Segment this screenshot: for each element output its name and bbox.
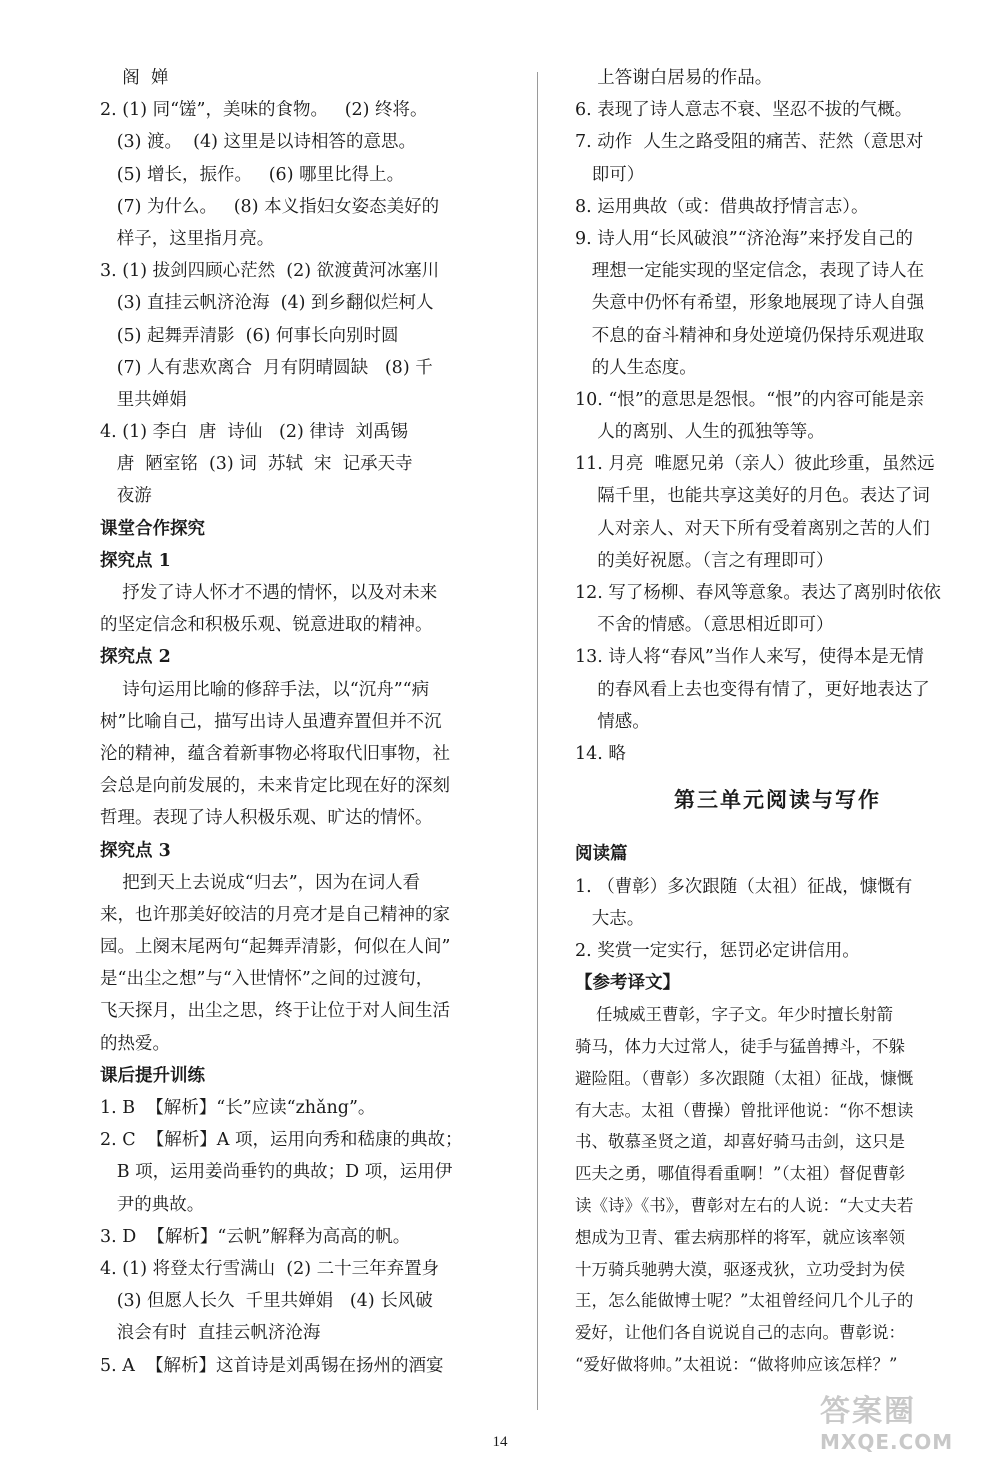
right-column-top	[575, 62, 980, 770]
text-line: 骑马，体力大过常人，徒手与猛兽搏斗，不躲	[575, 1037, 905, 1057]
text-line: (5) 增长，振作。 (6) 哪里比得上。	[100, 164, 405, 185]
text-line: 来，也许那美好皎洁的月亮才是自己精神的家	[100, 904, 450, 925]
right-column-bottom	[575, 838, 980, 1381]
section-label: 【参考译文】	[575, 973, 680, 994]
text-line: 园。上阕末尾两句“起舞弄清影，何似在人间”	[100, 937, 451, 958]
text-line: 抒发了诗人怀才不遇的情怀，以及对未来	[100, 583, 438, 603]
text-line: 有大志。太祖（曹操）曾批评他说：“你不想读	[575, 1100, 914, 1120]
text-line: (7) 人有悲欢离合 月有阴晴圆缺 (8) 千	[100, 357, 433, 378]
text-line: 里共婵娟	[100, 389, 187, 410]
text-line: 哲理。表现了诗人积极乐观、旷达的情怀。	[100, 808, 433, 829]
text-line: 飞天探月，出尘之思，终于让位于对人间生活	[100, 1001, 450, 1022]
text-line: 大志。	[575, 908, 645, 929]
text-line: “爱好做将帅。”太祖说：“做将帅应该怎样？”	[575, 1355, 898, 1375]
text-line: 十万骑兵驰骋大漠，驱逐戎狄，立功受封为侯	[575, 1259, 905, 1279]
text-line: (3) 但愿人长久 千里共婵娟 (4) 长风破	[100, 1291, 433, 1312]
text-line: 的热爱。	[100, 1033, 170, 1054]
text-line: 把到天上去说成“归去”，因为在词人看	[100, 872, 421, 893]
text-line: 9. 诗人用“长风破浪”“济沧海”来抒发自己的	[575, 228, 914, 249]
text-line: 4. (1) 将登太行雪满山 (2) 二十三年弃置身	[100, 1258, 440, 1279]
text-line: 尹的典故。	[100, 1194, 205, 1215]
text-line: (7) 为什么。 (8) 本义指妇女姿态美好的	[100, 196, 440, 217]
text-line: 书、敬慕圣贤之道，却喜好骑马击剑，这只是	[575, 1132, 905, 1152]
text-line: (5) 起舞弄清影 (6) 何事长向别时圆	[100, 325, 399, 346]
text-line: 10. “恨”的意思是怨恨。“恨”的内容可能是亲	[575, 389, 925, 410]
section-label: 阅读篇	[575, 844, 628, 865]
text-line: 的人生态度。	[575, 357, 697, 378]
section-label: 课后提升训练	[100, 1065, 205, 1086]
watermark-top: 答案圈	[820, 1394, 916, 1429]
text-line: 4. (1) 李白 唐 诗仙 (2) 律诗 刘禹锡	[100, 422, 409, 443]
text-line: 1. B 【解析】“长”应读“zhǎng”。	[100, 1098, 376, 1118]
text-line: 任城威王曹彰，字子文。年少时擅长射箭	[575, 1005, 893, 1025]
section-label: 探究点 1	[100, 550, 171, 571]
text-line: 想成为卫青、霍去病那样的将军，就应该率领	[575, 1227, 905, 1247]
text-line: 的美好祝愿。（言之有理即可）	[575, 550, 834, 571]
text-line: 样子，这里指月亮。	[100, 228, 275, 249]
section-label: 探究点 2	[100, 647, 171, 668]
section-label: 探究点 3	[100, 840, 171, 861]
text-line: 不息的奋斗精神和身处逆境仍保持乐观进取	[575, 325, 925, 346]
section-heading: 第三单元阅读与写作	[674, 787, 881, 813]
right-column	[575, 62, 980, 1381]
text-line: (3) 渡。 (4) 这里是以诗相答的意思。	[100, 132, 417, 153]
text-line: 会总是向前发展的，未来肯定比现在好的深刻	[100, 776, 450, 797]
column-divider	[537, 72, 538, 1410]
text-line: 的坚定信念和积极乐观、锐意进取的精神。	[100, 615, 433, 636]
text-line: 情感。	[575, 711, 650, 732]
text-line: 是“出尘之想”与“入世情怀”之间的过渡句，	[100, 969, 434, 990]
text-line: 8. 运用典故（或：借典故抒情言志）。	[575, 196, 869, 217]
text-line: 的春风看上去也变得有情了，更好地表达了	[575, 679, 930, 700]
text-line: 浪会有时 直挂云帆济沧海	[100, 1323, 321, 1344]
text-line: 2. 奖赏一定实行，惩罚必定讲信用。	[575, 940, 860, 961]
text-line: 不舍的情感。（意思相近即可）	[575, 615, 834, 636]
text-line: 14. 略	[575, 743, 626, 764]
text-line: 匹夫之勇，哪值得看重啊！”（太祖）督促曹彰	[575, 1164, 906, 1184]
text-line: 树”比喻自己，描写出诗人虽遭弃置但并不沉	[100, 711, 442, 732]
text-line: 7. 动作 人生之路受阻的痛苦、茫然（意思对	[575, 132, 924, 153]
watermark-logo	[820, 1394, 990, 1460]
text-line: 唐 陋室铭 (3) 词 苏轼 宋 记承天寺	[100, 454, 413, 475]
text-line: 爱好，让他们各自说说自己的志向。曹彰说：	[575, 1323, 905, 1343]
text-line: 诗句运用比喻的修辞手法，以“沉舟”“病	[100, 679, 430, 700]
text-line: 人对亲人、对天下所有受着离别之苦的人们	[575, 518, 930, 539]
text-line: 3. D 【解析】“云帆”解释为高高的帆。	[100, 1226, 411, 1247]
text-line: 2. C 【解析】A 项，运用向秀和嵇康的典故；	[100, 1130, 463, 1151]
text-line: 即可）	[575, 164, 645, 185]
text-line: 5. A 【解析】这首诗是刘禹锡在扬州的酒宴	[100, 1355, 444, 1376]
text-line: 隔千里，也能共享这美好的月色。表达了词	[575, 486, 930, 507]
watermark-bottom: MXQE.COM	[820, 1430, 954, 1454]
text-line: 沦的精神，蕴含着新事物必将取代旧事物，社	[100, 743, 450, 764]
text-line: 避险阻。（曹彰）多次跟随（太祖）征战，慷慨	[575, 1068, 914, 1088]
text-line: 6. 表现了诗人意志不衰、坚忍不拔的气概。	[575, 100, 913, 121]
text-line: 夜游	[100, 486, 152, 507]
text-line: (3) 直挂云帆济沧海 (4) 到乡翻似烂柯人	[100, 293, 434, 314]
text-line: 理想一定能实现的坚定信念，表现了诗人在	[575, 261, 925, 282]
text-line: 11. 月亮 唯愿兄弟（亲人）彼此珍重，虽然远	[575, 454, 935, 475]
text-line: 2. (1) 同“馐”，美味的食物。 (2) 终将。	[100, 100, 428, 121]
text-line: 13. 诗人将“春风”当作人来写，使得本是无情	[575, 647, 924, 668]
text-line: 12. 写了杨柳、春风等意象。表达了离别时依依	[575, 583, 941, 603]
left-column	[100, 62, 505, 1382]
text-line: 3. (1) 拔剑四顾心茫然 (2) 欲渡黄河冰塞川	[100, 261, 440, 282]
page-number: 14	[492, 1434, 508, 1450]
text-line: 1. （曹彰）多次跟随（太祖）征战，慷慨有	[575, 876, 913, 897]
text-line: 上答谢白居易的作品。	[575, 68, 773, 88]
text-line: 失意中仍怀有希望，形象地展现了诗人自强	[575, 293, 925, 314]
text-line: B 项，运用姜尚垂钓的典故；D 项，运用伊	[100, 1162, 453, 1183]
text-line: 人的离别、人生的孤独等等。	[575, 422, 825, 443]
text-line: 读《诗》《书》，曹彰对左右的人说：“大丈夫若	[575, 1196, 914, 1216]
section-label: 课堂合作探究	[100, 518, 205, 539]
text-line: 王，怎么能做博士呢？”太祖曾经问几个儿子的	[575, 1291, 914, 1311]
text-line: 阁 婵	[100, 68, 169, 88]
